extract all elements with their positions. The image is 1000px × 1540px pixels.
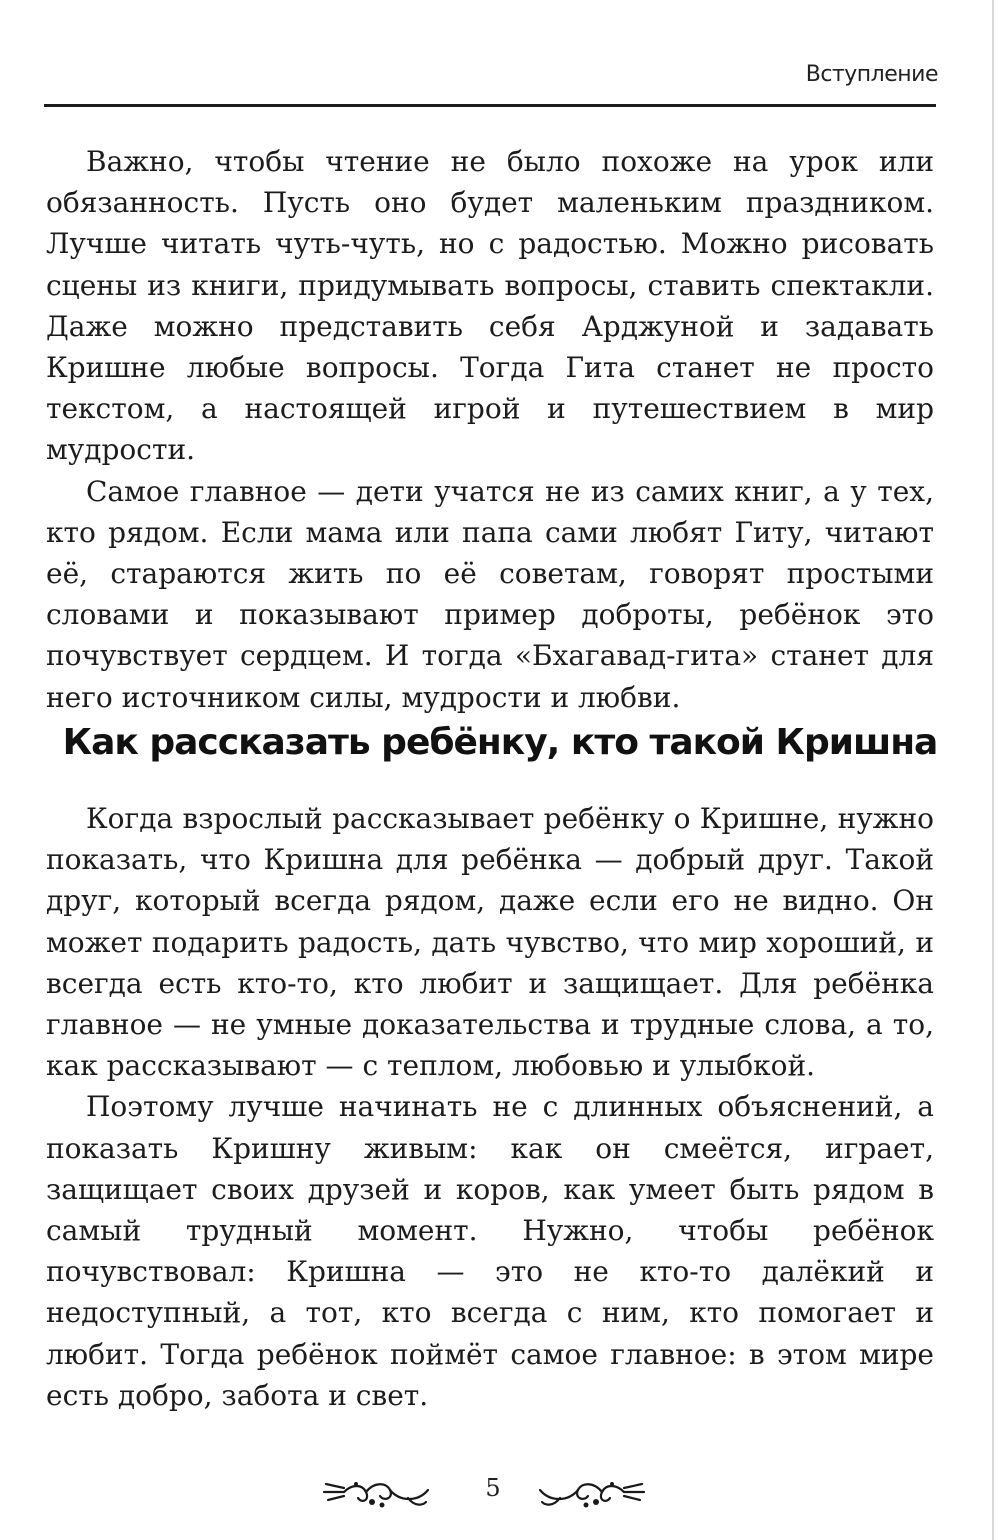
paragraph: Важно, чтобы чтение не было похоже на урок или обязанность. Пусть оно будет маленьким праздником. Лучше читать чуть-чуть, но с радостью. Можно рисовать сцены из книги, придумывать вопросы, ставить спектакли. Даже можно представить себя Арджуной и задавать Кришне любые вопросы. Тогда Гита станет не просто текстом, а настоящей игрой и путешествием в мир мудрости. xyxy=(46,145,934,467)
page-number: 5 xyxy=(485,1474,501,1502)
paragraph: Самое главное — дети учатся не из самих книг, а у тех, кто рядом. Если мама или папа сами любят Гиту, читают её, стараются жить по её советам, говорят простыми словами и показывают пример доброты, ребёнок это почувствует сердцем. И тогда «Бхагавад-гита» станет для него источником силы, мудрости и любви. xyxy=(46,474,934,714)
floral-flourish-icon xyxy=(322,1474,432,1510)
page-footer xyxy=(0,1468,1000,1518)
section-heading: Как рассказать ребёнку, кто такой Кришна xyxy=(62,722,938,763)
intro-text xyxy=(46,141,934,718)
page-edge xyxy=(992,0,994,1540)
paragraph: Когда взрослый рассказывает ребёнку о Кришне, нужно показать, что Кришна для ребёнка — добрый друг. Такой друг, который всегда рядом, даже если его не видно. Он может подарить радость, дать чувство, что мир хороший, и всегда есть кто-то, кто любит и защищает. Для ребёнка главное — не умные доказательства и трудные слова, а то, как рассказывают — с теплом, любовью и улыбкой. xyxy=(46,802,934,1083)
running-head: Вступление xyxy=(805,62,938,87)
section-text xyxy=(46,798,934,1416)
paragraph: Поэтому лучше начинать не с длинных объяснений, а показать Кришну живым: как он смеётся, играет, защищает своих друзей и коров, как умеет быть рядом в самый трудный момент. Нужно, чтобы ребёнок почувствовал: Кришна — это не кто-то далёкий и недоступный, а тот, кто всегда с ним, кто помогает и любит. Тогда ребёнок поймёт самое главное: в этом мире есть добро, забота и свет. xyxy=(46,1090,934,1412)
header-rule xyxy=(44,104,936,107)
floral-flourish-icon xyxy=(536,1474,646,1510)
